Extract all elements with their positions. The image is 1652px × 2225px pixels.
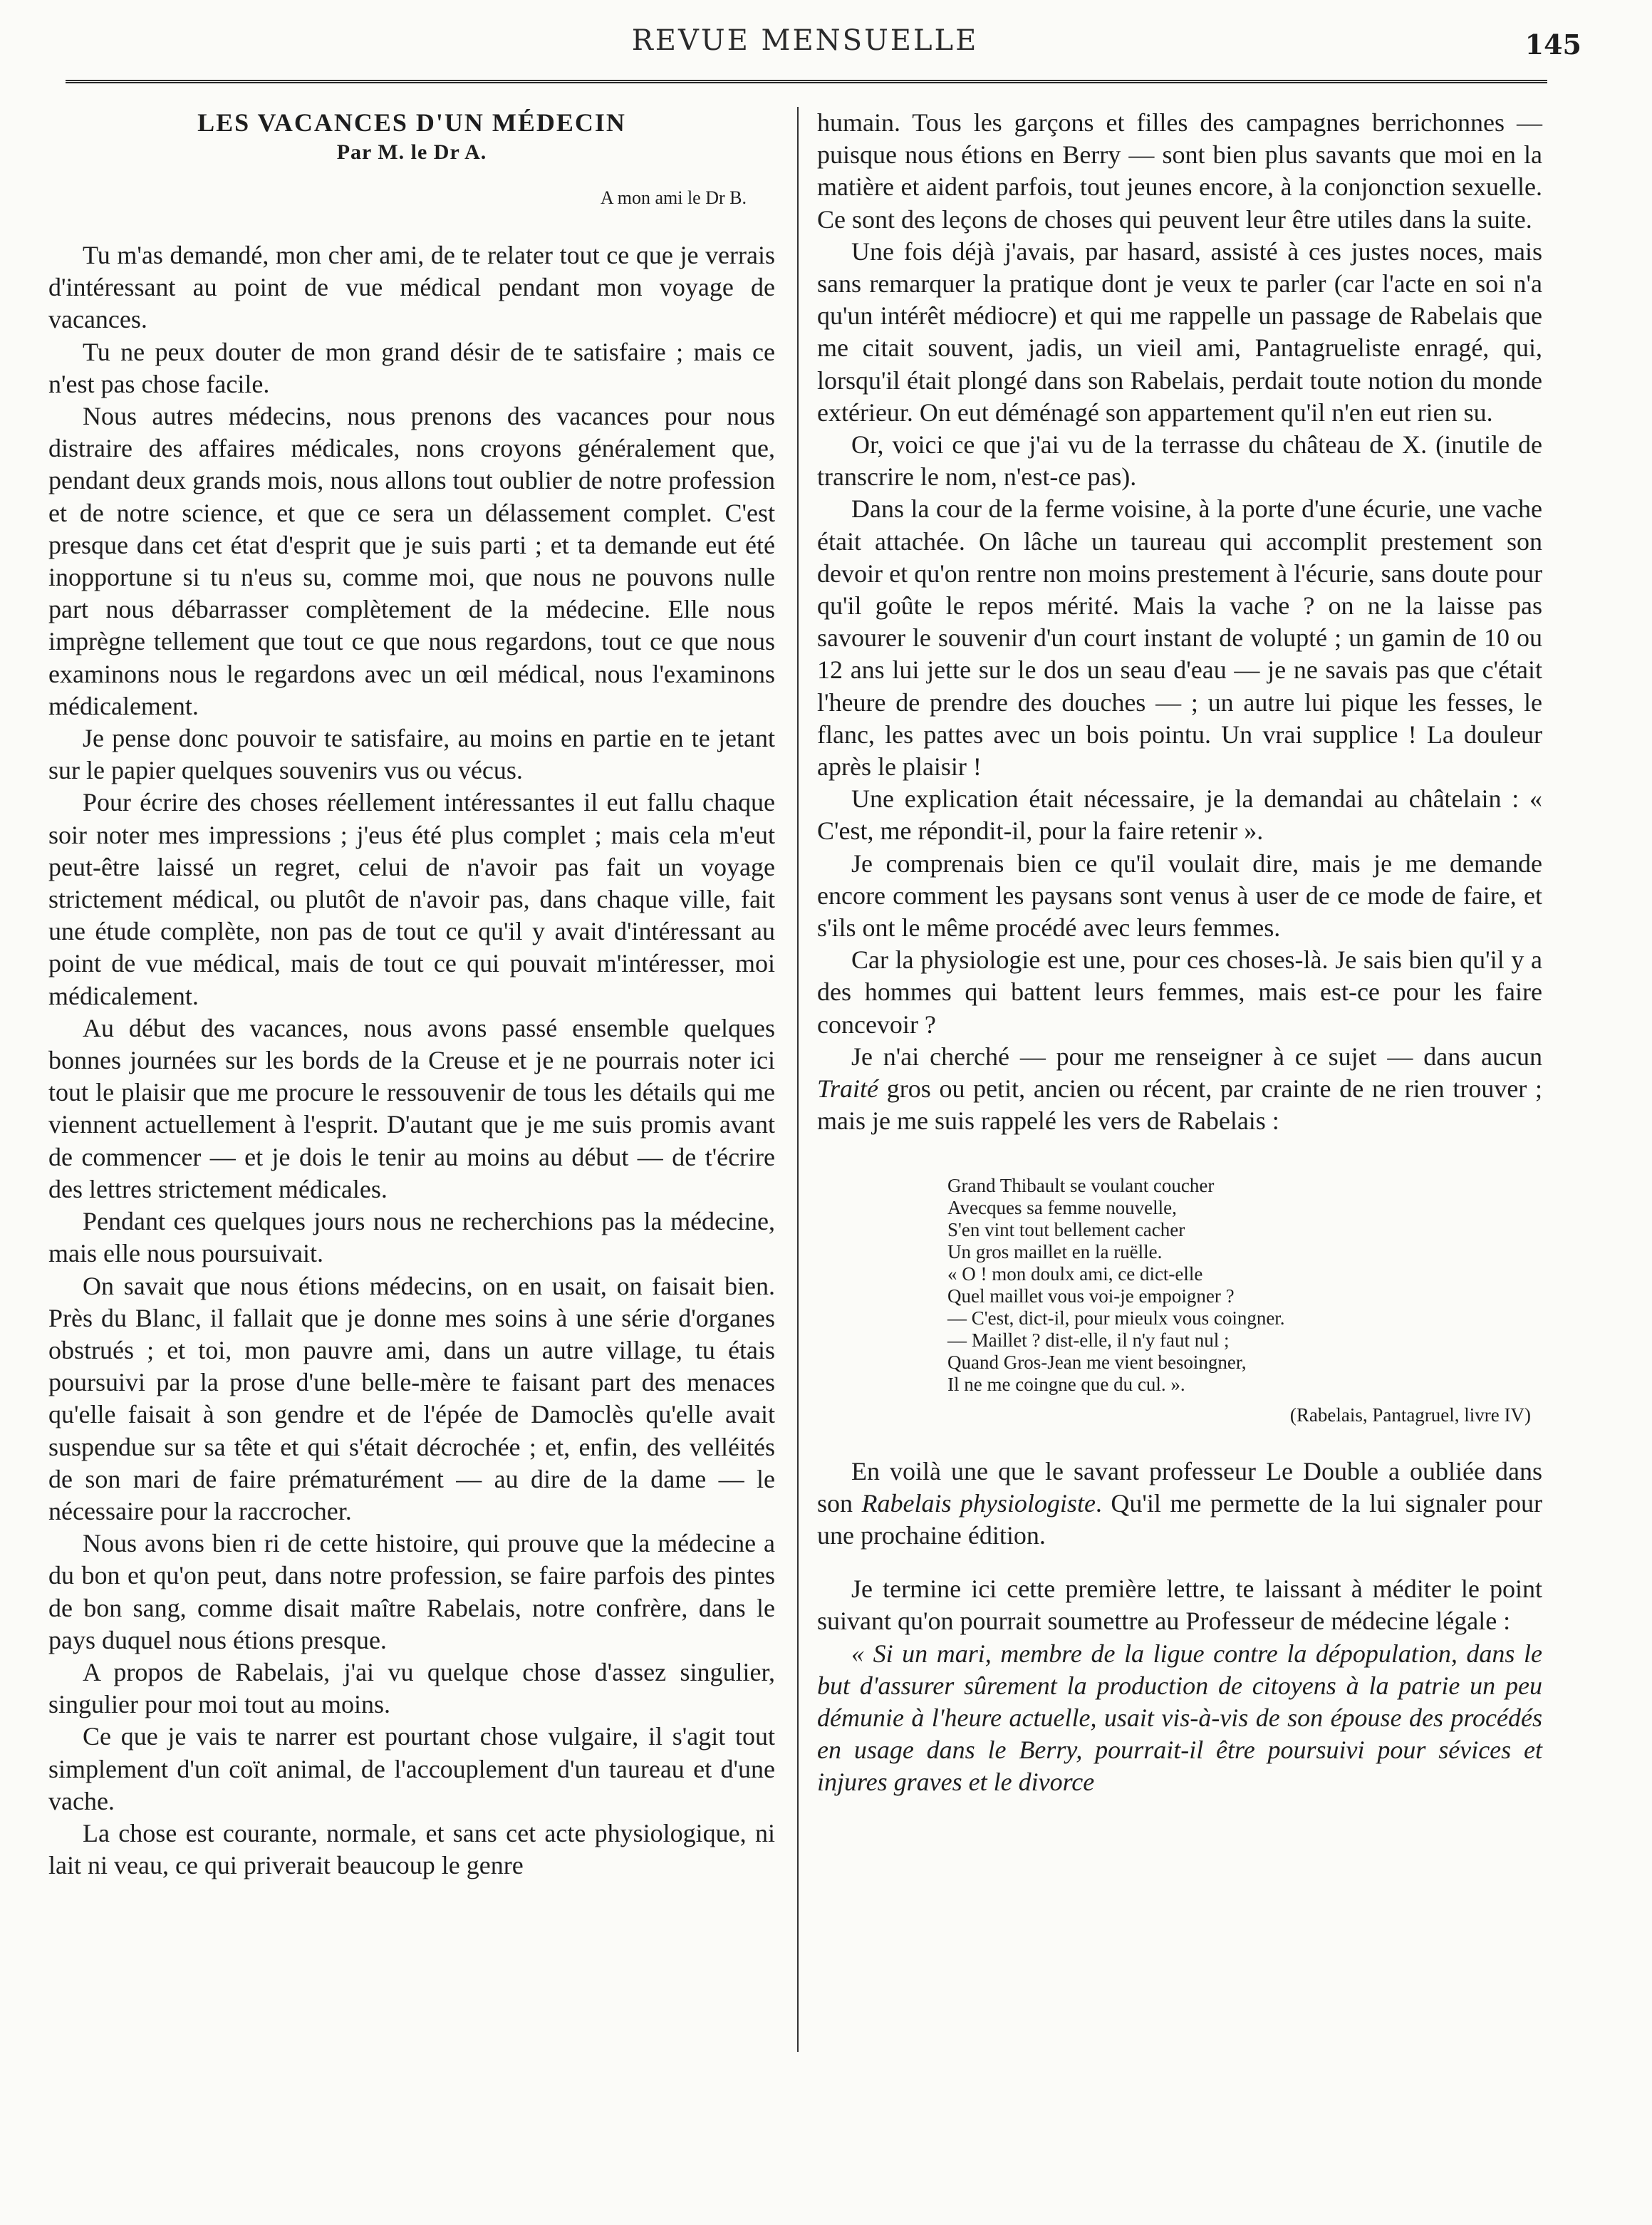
paragraph: Pendant ces quelques jours nous ne recherchions pas la médecine, mais elle nous poursuivait. (48, 1207, 775, 1268)
paragraph: Tu m'as demandé, mon cher ami, de te relater tout ce que je verrais d'intéressant au point de vue médical pendant mon voyage de vacances. (48, 241, 775, 334)
quote-paragraph: « Si un mari, membre de la ligue contre la dépopulation, dans le but d'assurer sûrement la production de citoyens à la patrie un peu démunie à l'heure actuelle, usait vis-à-vis de son épouse des procédés en usage dans le Berry, pourrait-il être poursuivi pour sévices et injures graves et le divorce (817, 1639, 1542, 1797)
paragraph: Une fois déjà j'avais, par hasard, assisté à ces justes noces, mais sans remarquer la pratique dont je veux te parler (car l'acte en soi n'a qu'un intérêt médiocre) et qui me rappelle un passage de Rabelais que me citait souvent, jadis, un vieil ami, Pantagrueliste enragé, qui, lorsqu'il était plongé dans son Rabelais, perdait toute notion du monde extérieur. On eut déménagé son appartement qu'il n'en eut rien su. (817, 237, 1542, 427)
italic-text: Traité (817, 1074, 879, 1104)
column-divider (797, 107, 799, 2052)
paragraph: humain. Tous les garçons et filles des campagnes berrichonnes — puisque nous étions en Berry — sont bien plus savants que moi en la matière et aident parfois, tout jeunes encore, à la conjonction sexuelle. Ce sont des leçons de choses qui peuvent leur être utiles dans la suite. (817, 108, 1542, 234)
poem-line: Il ne me coingne que du cul. ». (947, 1373, 1185, 1395)
paragraph: On savait que nous étions médecins, on en usait, on faisait bien. Près du Blanc, il fallait que je donne mes soins à une série d'organes obstrués ; et toi, mon pauvre ami, dans un autre village, tu étais poursuivi par la prose d'une belle-mère te faisant part des menaces qu'elle faisait à son gendre et de l'épée de Damoclès qu'elle avait suspendue sur sa tête et qui s'était décrochée ; et, enfin, des velléités de son mari de faire prématurément — au dire de la dame — le nécessaire pour la raccrocher. (48, 1271, 775, 1525)
poem-line: — Maillet ? dist-elle, il n'y faut nul ; (947, 1329, 1230, 1351)
poem-line: — C'est, dict-il, pour mieulx vous coingner. (947, 1307, 1285, 1329)
paragraph: Car la physiologie est une, pour ces choses-là. Je sais bien qu'il y a des hommes qui battent leurs femmes, mais est-ce pour les faire concevoir ? (817, 945, 1542, 1039)
paragraph: Une explication était nécessaire, je la demandai au châtelain : « C'est, me répondit-il, pour la faire retenir ». (817, 784, 1542, 846)
paragraph: Au début des vacances, nous avons passé ensemble quelques bonnes journées sur les bords de la Creuse et je ne pourrais noter ici tout le plaisir que me procure le ressouvenir de tous les détails qui me viennent actuellement à l'esprit. D'autant que je me suis promis avant de commencer — et je dois le tenir au moins au début — de t'écrire des lettres strictement médicales. (48, 1013, 775, 1203)
paragraph: Je termine ici cette première lettre, te laissant à méditer le point suivant qu'on pourrait soumettre au Professeur de médecine légale : (817, 1575, 1542, 1636)
journal-title: REVUE MENSUELLE (631, 24, 979, 57)
paragraph: Je comprenais bien ce qu'il voulait dire, mais je me demande encore comment les paysans sont venus à user de ce mode de faire, et s'ils ont le même procédé avec leurs femmes. (817, 849, 1542, 943)
text-run: gros ou petit, ancien ou récent, par crainte de ne rien trouver ; mais je me suis rappelé les vers de Rabelais : (817, 1074, 1542, 1136)
header-rule (66, 80, 1547, 83)
text-run: Je n'ai cherché — pour me renseigner à ce sujet — dans aucun (851, 1042, 1542, 1071)
poem-line: Avecques sa femme nouvelle, (947, 1196, 1177, 1218)
page-number: 145 (1524, 28, 1581, 61)
poem (947, 1175, 1542, 1396)
article-title: LES VACANCES D'UN MÉDECIN (197, 108, 626, 137)
paragraph: Nous autres médecins, nous prenons des vacances pour nous distraire des affaires médicales, nons croyons généralement que, pendant deux grands mois, nous allons tout oublier de notre profession et de notre science, et que ce sera un délassement complet. C'est presque dans cet état d'esprit que je suis parti ; et ta demande eut été inopportune si tu n'eus su, comme moi, que nous ne pouvons nulle part nous débarrasser complètement de la médecine. Elle nous imprègne tellement que tout ce que nous regardons, tout ce que nous examinons nous le regardons avec un œil médical, nous l'examinons médicalement. (48, 402, 775, 720)
paragraph: Tu ne peux douter de mon grand désir de te satisfaire ; mais ce n'est pas chose facile. (48, 337, 775, 398)
right-column (817, 107, 1542, 1799)
paragraph: A propos de Rabelais, j'ai vu quelque chose d'assez singulier, singulier pour moi tout au moins. (48, 1657, 775, 1719)
poem-line: « O ! mon doulx ami, ce dict-elle (947, 1262, 1203, 1285)
poem-line: S'en vint tout bellement cacher (947, 1218, 1185, 1240)
left-column (48, 107, 775, 1882)
paragraph: Dans la cour de la ferme voisine, à la porte d'une écurie, une vache était attachée. On lâche un taureau qui accomplit prestement son devoir et qu'on rentre non moins prestement à l'écurie, sans doute pour qu'il goûte le repos mérité. Mais la vache ? on ne la laisse pas savourer le souvenir d'un court instant de volupté ; un gamin de 10 ou 12 ans lui jette sur le dos un seau d'eau — je ne savais pas que c'était l'heure de prendre des douches — ; un autre lui pique les fesses, le flanc, les pattes avec un bois pointu. Un vrai supplice ! La douleur après le plaisir ! (817, 494, 1542, 782)
article-dedication: A mon ami le Dr B. (600, 187, 747, 208)
poem-line: Quand Gros-Jean me vient besoingner, (947, 1351, 1247, 1373)
paragraph: Or, voici ce que j'ai vu de la terrasse du château de X. (inutile de transcrire le nom, n'est-ce pas). (817, 430, 1542, 492)
paragraph: Ce que je vais te narrer est pourtant chose vulgaire, il s'agit tout simplement d'un coït animal, de l'accouplement d'un taureau et d'une vache. (48, 1722, 775, 1815)
page-header (57, 24, 1581, 67)
poem-source: (Rabelais, Pantagruel, livre IV) (1289, 1404, 1531, 1426)
paragraph: Nous avons bien ri de cette histoire, qui prouve que la médecine a du bon et qu'on peut, dans notre profession, se faire parfois des pintes de bon sang, comme disait maître Rabelais, notre confrère, dans le pays duquel nous étions presque. (48, 1529, 775, 1654)
paragraph (817, 1456, 1542, 1552)
spacer (817, 1552, 1542, 1573)
text-run: . Qu'il me permette de la lui signaler pour une prochaine édition. (817, 1488, 1542, 1550)
poem-line: Un gros maillet en la ruëlle. (947, 1240, 1163, 1262)
italic-text: Rabelais physiologiste (861, 1488, 1096, 1518)
text-run: En voilà une que le savant professeur Le Double a oubliée dans son (817, 1456, 1542, 1518)
article-byline: Par M. le Dr A. (336, 140, 487, 164)
poem-line: Quel maillet vous voi-je empoigner ? (947, 1285, 1235, 1307)
paragraph: Je pense donc pouvoir te satisfaire, au moins en partie en te jetant sur le papier quelques souvenirs vus ou vécus. (48, 724, 775, 785)
paragraph: Pour écrire des choses réellement intéressantes il eut fallu chaque soir noter mes impressions ; j'eus été plus complet ; mais cela m'eut peut-être laissé un regret, celui de n'avoir pas fait un voyage strictement médical, ou plutôt de n'avoir pas, dans chaque ville, fait une étude complète, non pas de tout ce qu'il y avait d'intéressant au point de vue médical, mais de tout ce qui pouvait m'intéresser, moi médicalement. (48, 788, 775, 1010)
poem-line: Grand Thibault se voulant coucher (947, 1174, 1215, 1196)
paragraph (817, 1041, 1542, 1138)
paragraph: La chose est courante, normale, et sans cet acte physiologique, ni lait ni veau, ce qui priverait beaucoup le genre (48, 1818, 775, 1880)
